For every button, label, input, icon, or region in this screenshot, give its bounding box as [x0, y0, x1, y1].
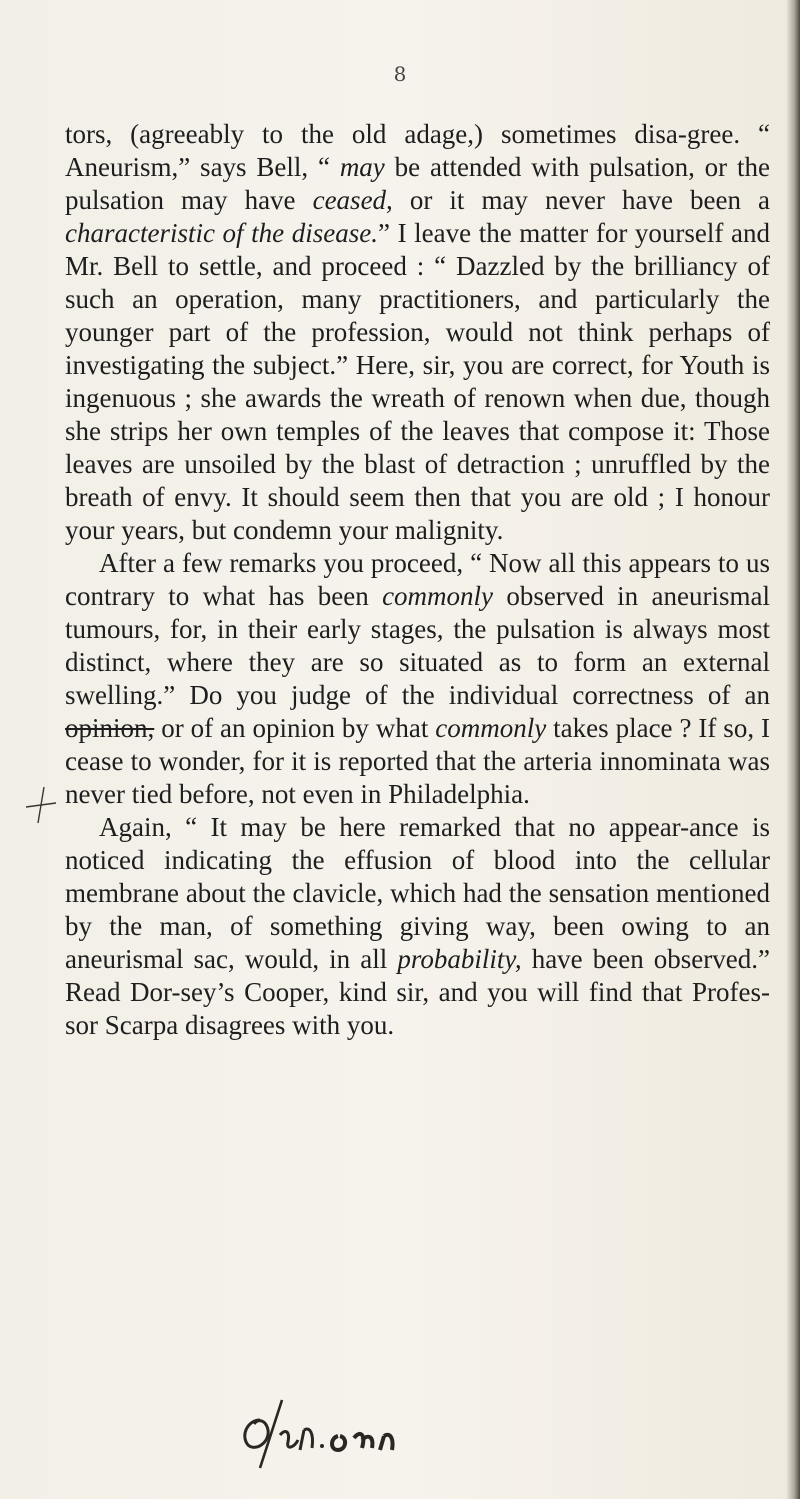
- italic-text: commonly: [382, 581, 494, 611]
- italic-text: probability,: [397, 944, 522, 974]
- text-run: or of an opinion by what: [154, 713, 436, 743]
- body-text: [65, 118, 770, 1042]
- italic-text: characteristic of the disease.: [65, 218, 378, 248]
- paragraph: [65, 118, 770, 547]
- text-run: takes place ? If so, I cease to wonder, for it is reported that the arteria innominata was never tied before, not even in Philadelphia.: [65, 713, 770, 809]
- italic-text: ceased,: [312, 185, 393, 215]
- text-run: After a few remarks you proceed, “ Now all this appears to us contrary to what has been: [65, 548, 770, 611]
- handwritten-catchword: [230, 1390, 530, 1470]
- page-edge-shadow: [786, 0, 800, 1499]
- text-run: have been observed.” Read Dor-sey’s Cooper, kind sir, and you will find that Profes-sor Scarpa disagrees with you.: [65, 944, 770, 1040]
- text-run: observed in aneurismal tumours, for, in their early stages, the pulsation is always most distinct, where they are so situated as to form an external swelling.” Do you judge of the individual correctness of an: [65, 581, 770, 710]
- handwritten-margin-mark: [22, 785, 62, 825]
- italic-text: may: [339, 152, 385, 182]
- italic-text: commonly: [435, 713, 547, 743]
- text-run: tors, (agreeably to the old adage,) sometimes disa-gree. “ Aneurism,” says Bell, “: [65, 119, 770, 182]
- text-run: be attended with pulsation, or the pulsation may have: [65, 152, 770, 215]
- page-number: 8: [393, 62, 407, 86]
- paragraph: [65, 811, 770, 1042]
- text-run: or it may never have been a: [392, 185, 770, 215]
- struck-text: opinion,: [65, 713, 155, 743]
- text-run: ” I leave the matter for yourself and Mr. Bell to settle, and proceed : “ Dazzled by the brilliancy of such an operation, many practitioners, and particularly the younger part of the profession, would not think perhaps of investigating the subject.” Here, sir, you are correct, for Youth is ingenuous ; she awards the wreath of renown when due, though she strips her own temples of the leaves that compose it: Those leaves are unsoiled by the blast of detraction ; unruffled by the breath of envy. It should seem then that you are old ; I honour your years, but condemn your malignity.: [65, 218, 770, 545]
- paragraph: [65, 547, 770, 811]
- text-run: Again, “ It may be here remarked that no appear-ance is noticed indicating the effusion of blood into the cellular membrane about the clavicle, which had the sensation mentioned by the man, of something giving way, been owing to an aneurismal sac, would, in all: [65, 812, 770, 974]
